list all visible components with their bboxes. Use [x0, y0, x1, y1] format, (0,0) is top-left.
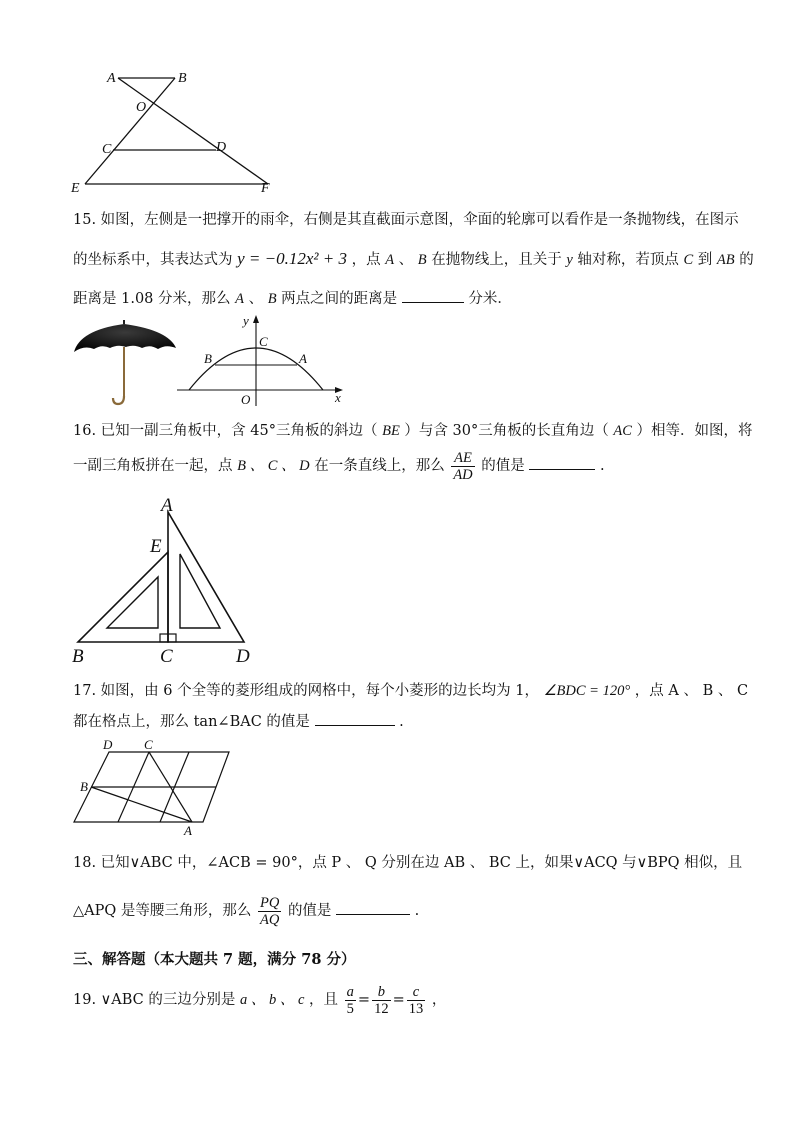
- label-C: C: [160, 646, 173, 667]
- q19-frac-b-den: 12: [374, 1000, 389, 1017]
- q18-period: .: [414, 903, 420, 919]
- axis-x-label: x: [335, 390, 341, 405]
- section-3-title: 三、解答题（本大题共 7 题，满分 78 分）: [73, 951, 356, 968]
- origin-label: O: [241, 392, 251, 407]
- q19-text-3: ，: [431, 992, 447, 1008]
- q15-line3: [73, 288, 512, 309]
- q15-text-5: 轴对称，若顶点: [577, 252, 679, 268]
- q16-text-4: 一副三角板拼在一起，点: [73, 458, 233, 474]
- q16-be: BE: [382, 423, 400, 439]
- q15-text-3: ，点: [351, 252, 381, 268]
- label-F: F: [261, 181, 270, 196]
- q19-frac-a-num: a: [346, 983, 354, 1000]
- label-B: B: [80, 779, 88, 794]
- q19-frac-c-den: 13: [408, 1000, 424, 1017]
- label-D: D: [236, 646, 250, 667]
- q15-text-1: 15. 如图，左侧是一把撑开的雨伞，右侧是其直截面示意图，伞面的轮廓可以看作是一条抛物线，在图示: [73, 212, 739, 228]
- q16-text-2: ）与含 30°三角板的长直角边（: [404, 423, 609, 439]
- label-C: C: [144, 737, 153, 752]
- q17-line2: [73, 711, 404, 732]
- q15-y: y: [566, 252, 573, 268]
- q19-fraction-b: [372, 984, 391, 1017]
- q15-text-8: 分米．: [468, 291, 512, 307]
- q17-text-2: ，点 A 、 B 、 C: [634, 683, 749, 699]
- q15-point-c: C: [683, 252, 694, 268]
- q16-text-6: 的值是: [481, 458, 525, 474]
- label-A: A: [107, 71, 116, 86]
- q15-line2: [73, 249, 754, 270]
- similar-triangles-figure: [0, 0, 794, 200]
- label-E: E: [150, 536, 162, 557]
- q16-text-3: ）相等．如图，将: [636, 423, 753, 439]
- q16-answer-blank[interactable]: [529, 455, 595, 470]
- q18-line1: [73, 853, 742, 873]
- q18-frac-num: PQ: [259, 894, 280, 911]
- q17-answer-blank[interactable]: [315, 711, 395, 726]
- umbrella-image: [70, 318, 182, 408]
- q15-point-b: B: [417, 252, 427, 268]
- q18-fraction: [258, 895, 281, 928]
- q19-frac-b-num: b: [372, 984, 391, 1001]
- q15-to: 到: [697, 252, 713, 268]
- q18-frac-den: AQ: [259, 911, 280, 928]
- q15-point-a2: A: [235, 291, 244, 307]
- label-D: D: [103, 737, 113, 752]
- q17-line1: [73, 681, 748, 701]
- vertex-c-label: C: [259, 334, 268, 349]
- q18-answer-blank[interactable]: [336, 900, 410, 915]
- q16-text-5: 在一条直线上，那么: [314, 458, 445, 474]
- q19-fraction-c: [407, 984, 426, 1017]
- q18-line2: [73, 893, 419, 929]
- q19-frac-c-num: c: [407, 984, 426, 1001]
- q16-fraction: [451, 450, 474, 483]
- rhombus-grid-figure: [60, 736, 250, 838]
- q18-text-2: △APQ 是等腰三角形，那么: [73, 903, 252, 919]
- q15-text-6: 距离是 1.08 分米，那么: [73, 291, 231, 307]
- q15-line1: [73, 210, 739, 230]
- label-E: E: [71, 181, 80, 196]
- q15-text-7: 两点之间的距离是: [281, 291, 398, 307]
- q16-points: B 、 C 、 D: [237, 458, 310, 474]
- q15-text-4: 在抛物线上，且关于: [431, 252, 562, 268]
- q16-frac-den: AD: [453, 466, 473, 483]
- q19-line1: 19. ∨ABC 的三边分别是 a 、 b 、 c ，且 $\frac{a}{5}$ = $\frac{b}{12}$ = $\frac{c}{13}$ ，: [73, 983, 447, 1017]
- q18-text-3: 的值是: [287, 903, 332, 919]
- q15-ab: AB: [716, 252, 735, 268]
- label-A: A: [161, 495, 173, 516]
- q17-text-3: 都在格点上，那么 tan∠BAC 的值是: [73, 714, 310, 730]
- axis-y-label: y: [243, 313, 249, 328]
- q19-fraction-a: [345, 984, 356, 1017]
- q15-sep2: 、: [248, 291, 264, 307]
- q15-point-a: A: [385, 252, 395, 268]
- q17-angle: ∠BDC = 120°: [543, 683, 631, 699]
- q16-period: .: [600, 458, 605, 474]
- label-B: B: [178, 71, 187, 86]
- q15-point-b2: B: [267, 291, 277, 307]
- q17-period: .: [399, 714, 404, 730]
- label-D: D: [216, 140, 227, 155]
- q15-formula: y = −0.12x² + 3: [237, 249, 347, 268]
- q19-text-2: ，且: [309, 992, 339, 1008]
- set-squares-figure: [60, 494, 270, 669]
- q17-text-1: 17. 如图，由 6 个全等的菱形组成的网格中，每个小菱形的边长均为 1，: [73, 683, 539, 699]
- q19-frac-a-den: 5: [346, 1000, 354, 1017]
- q15-sep: 、: [398, 252, 414, 268]
- q19-abc: a 、 b 、 c: [240, 992, 305, 1008]
- q16-line2: [73, 449, 605, 483]
- label-O: O: [136, 100, 147, 115]
- point-b-label: B: [204, 351, 212, 366]
- q15-answer-blank[interactable]: [402, 288, 464, 303]
- label-C: C: [102, 142, 112, 157]
- parabola-figure: [175, 312, 350, 408]
- q19-text-1: 19. ∨ABC 的三边分别是: [73, 992, 236, 1008]
- q16-text-1: 16. 已知一副三角板中，含 45°三角板的斜边（: [73, 423, 378, 439]
- q15-text-2: 的坐标系中，其表达式为: [73, 252, 233, 268]
- point-a-label: A: [299, 351, 307, 366]
- label-A: A: [184, 823, 192, 838]
- label-B: B: [72, 646, 84, 667]
- q16-frac-num: AE: [451, 450, 474, 467]
- q18-text-1: 18. 已知∨ABC 中，∠ACB = 90°，点 P 、 Q 分别在边 AB 、 BC 上，如果∨ACQ 与∨BPQ 相似，且: [73, 855, 743, 871]
- q16-ac: AC: [613, 423, 632, 439]
- q15-de: 的: [739, 252, 754, 268]
- q16-line1: [73, 421, 752, 441]
